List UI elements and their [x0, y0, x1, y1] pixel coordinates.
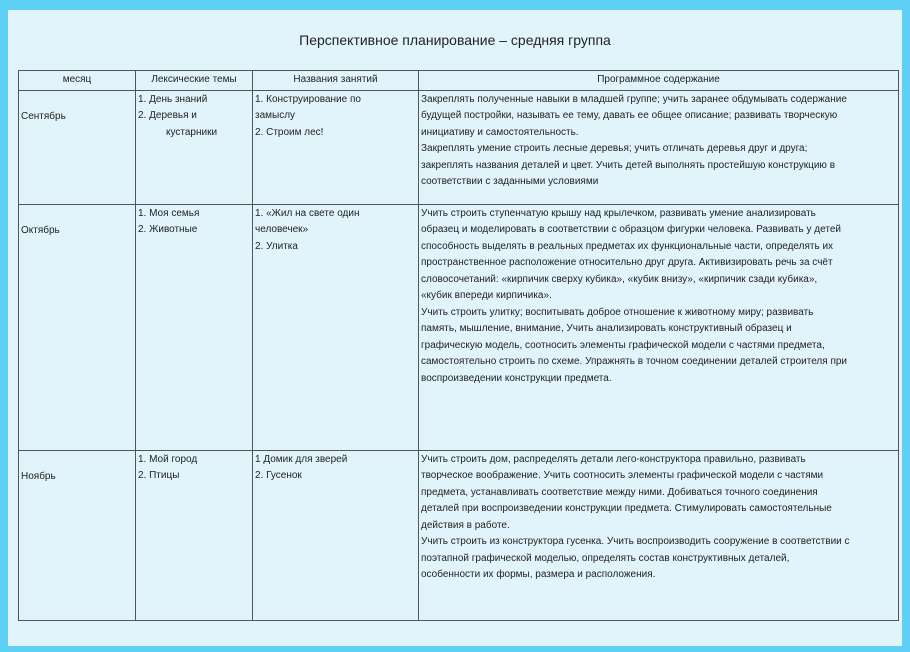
lesson-line: 1. «Жил на свете один — [255, 207, 360, 219]
lesson-line: 1. Конструирование по — [255, 93, 361, 105]
header-themes: Лексические темы — [136, 71, 253, 91]
theme-line: 2. Животные — [138, 224, 198, 235]
content-line: самостоятельно строить по схеме. Упражнять в точном соединении деталей строителя при — [421, 356, 848, 367]
content-line: пространственное расположение относительно друг друга. Активизировать речь за счёт — [421, 257, 833, 268]
content-line: Учить строить из конструктора гусенка. Учить воспроизводить сооружение в соответствии с — [421, 536, 850, 547]
content-line: воспроизведении конструкции предмета. — [421, 372, 612, 384]
content-line: действия в работе. — [421, 519, 510, 531]
content-line: поэтапной графической моделью, определять состав конструктивных деталей, — [421, 552, 790, 564]
lessons-cell — [253, 90, 419, 204]
month-label: Октябрь — [21, 224, 60, 236]
content-line: Учить строить улитку; воспитывать доброе отношение к животному миру; развивать — [421, 306, 814, 318]
lesson-line: 2. Строим лес! — [255, 126, 324, 138]
header-month: месяц — [19, 71, 136, 91]
theme-line: 2. Деревья и — [138, 110, 197, 121]
themes-cell — [136, 204, 253, 450]
content-line: особенности их формы, размера и расположения. — [421, 569, 656, 580]
content-line: инициативу и самостоятельность. — [421, 126, 579, 138]
content-line: Закреплять умение строить лесные деревья; учить отличать деревья друг и друга; — [421, 143, 808, 154]
planning-table — [18, 70, 899, 621]
lesson-line: 2. Гусенок — [255, 470, 302, 481]
header-content: Программное содержание — [419, 71, 899, 91]
table-row — [19, 450, 899, 620]
month-label: Ноябрь — [21, 470, 56, 482]
month-cell — [19, 204, 136, 450]
content-line: Закреплять полученные навыки в младшей группе; учить заранее обдумывать содержание — [421, 93, 847, 105]
header-lessons: Названия занятий — [253, 71, 419, 91]
page-title: Перспективное планирование – средняя группа — [299, 32, 611, 48]
themes-cell — [136, 90, 253, 204]
month-label: Сентябрь — [21, 110, 66, 122]
content-cell — [419, 90, 899, 204]
content-line: графическую модель, соотносить элементы графической модели с частями предмета, — [421, 339, 825, 351]
content-line: творческое воображение. Учить соотносить элементы графической модели с частями — [421, 470, 824, 481]
content-line: образец и моделировать в соответствии с образцом фигурки человека. Развивать у детей — [421, 224, 841, 235]
content-line: закреплять названия деталей и цвет. Учить детей выполнять простейшую конструкцию в — [421, 159, 836, 171]
lessons-cell — [253, 450, 419, 620]
table-row — [19, 90, 899, 204]
content-line: соответствии с заданными условиями — [421, 176, 599, 187]
table-header-row — [19, 71, 899, 91]
content-line: способность выделять в реальных предметах их функциональные части, определять их — [421, 240, 834, 252]
content-line: будущей постройки, называть ее тему, давать ее общее описание; развивать творческую — [421, 110, 838, 121]
lesson-line: 2. Улитка — [255, 240, 298, 252]
content-line: предмета, устанавливать соответствие между ними. Добиваться точного соединения — [421, 486, 818, 498]
themes-cell — [136, 450, 253, 620]
content-line: «кубик впереди кирпичика». — [421, 290, 552, 301]
content-line: Учить строить дом, распределять детали лего-конструктора правильно, развивать — [421, 453, 806, 465]
theme-line: 1. Мой город — [138, 453, 198, 465]
month-cell — [19, 450, 136, 620]
lessons-cell — [253, 204, 419, 450]
content-line: деталей при воспроизведении конструкции предмета. Стимулировать самостоятельные — [421, 503, 832, 514]
month-cell — [19, 90, 136, 204]
content-line: память, мышление, внимание, Учить анализировать конструктивный образец и — [421, 323, 792, 334]
theme-line: 1. Моя семья — [138, 207, 200, 219]
content-cell — [419, 450, 899, 620]
theme-line: 2. Птицы — [138, 470, 180, 481]
document-page — [8, 10, 902, 646]
table-row — [19, 204, 899, 450]
lesson-line: замыслу — [255, 110, 296, 121]
content-line: Учить строить ступенчатую крышу над крылечком, развивать умение анализировать — [421, 207, 816, 219]
theme-line: 1. День знаний — [138, 93, 208, 105]
lesson-line: 1 Домик для зверей — [255, 453, 348, 465]
lesson-line: человечек» — [255, 224, 309, 235]
theme-line: кустарники — [166, 126, 218, 138]
content-line: словосочетаний: «кирпичик сверху кубика», «кубик внизу», «кирпичик сзади кубика», — [421, 273, 818, 285]
content-cell — [419, 204, 899, 450]
